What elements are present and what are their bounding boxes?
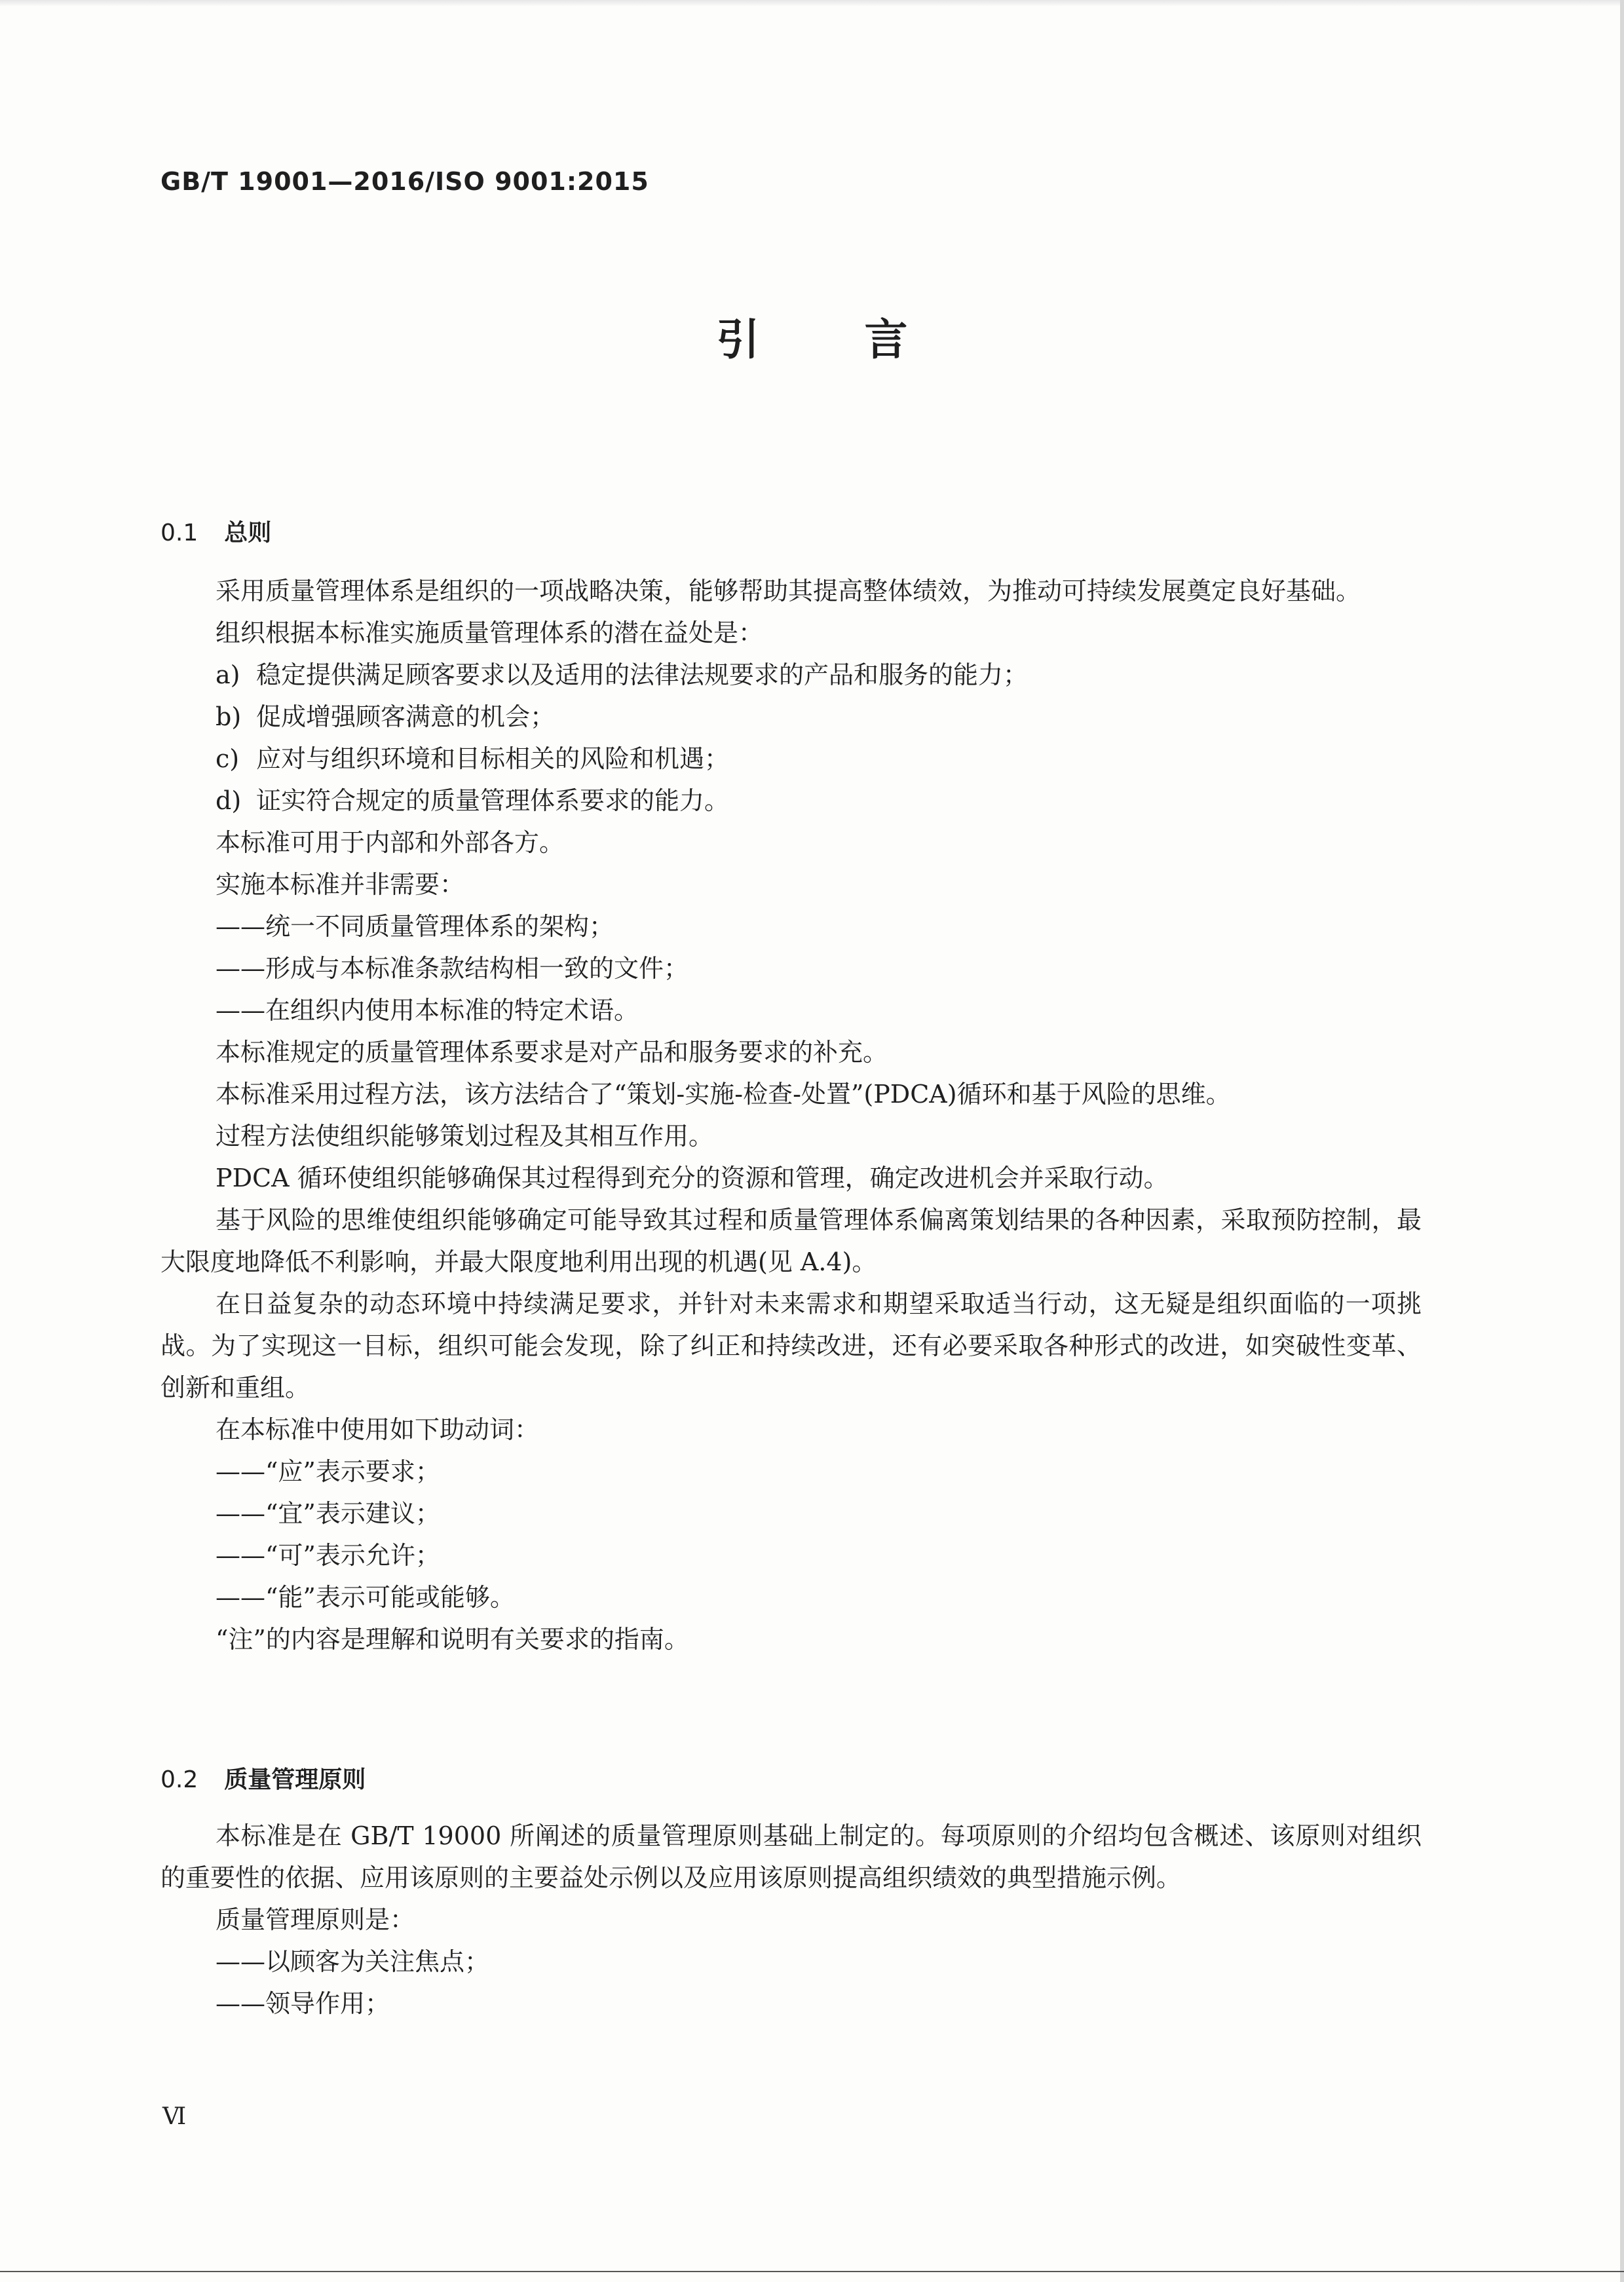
list-item (161, 696, 1422, 738)
paragraph: 在本标准中使用如下助动词： (216, 1415, 540, 1444)
paragraph: 实施本标准并非需要： (216, 870, 465, 899)
paragraph: “注”的内容是理解和说明有关要求的指南。 (216, 1625, 689, 1654)
dash-list-item: ——以顾客为关注焦点； (216, 1947, 490, 1976)
list-text: 证实符合规定的质量管理体系要求的能力。 (256, 786, 730, 815)
dash-list-item: ——形成与本标准条款结构相一致的文件； (216, 954, 689, 983)
page-title: 引言 (716, 314, 1013, 365)
paragraph: 采用质量管理体系是组织的一项战略决策，能够帮助其提高整体绩效，为推动可持续发展奠定良好基础。 (216, 577, 1361, 605)
scan-bottom-line (0, 2271, 1624, 2272)
list-label: c) (216, 744, 240, 773)
standard-code-header: GB/T 19001—2016/ISO 9001:2015 (161, 167, 649, 196)
dash-list-item: ——统一不同质量管理体系的架构； (216, 912, 614, 941)
list-label: a) (216, 660, 240, 689)
section-0-1-title: 总则 (224, 520, 272, 546)
dash-list-item: ——领导作用； (216, 1989, 390, 2018)
list-label: d) (216, 786, 242, 815)
section-0-2-heading (161, 1761, 366, 1795)
paragraph: 过程方法使组织能够策划过程及其相互作用。 (216, 1122, 714, 1151)
section-0-2-title: 质量管理原则 (224, 1766, 366, 1793)
paragraph: 本标准规定的质量管理体系要求是对产品和服务要求的补充。 (216, 1038, 888, 1067)
paragraph: 组织根据本标准实施质量管理体系的潜在益处是： (216, 618, 764, 647)
section-0-1-heading (161, 514, 271, 548)
list-text: 稳定提供满足顾客要求以及适用的法律法规要求的产品和服务的能力； (256, 660, 1029, 689)
dash-list-item: ——在组织内使用本标准的特定术语。 (216, 996, 639, 1025)
paragraph: 质量管理原则是： (216, 1905, 415, 1934)
section-0-2-number: 0.2 (161, 1766, 198, 1793)
list-label: b) (216, 702, 242, 731)
paragraph: 本标准采用过程方法，该方法结合了“策划-实施-检查-处置”(PDCA)循环和基于风险的思维。 (216, 1080, 1231, 1109)
section-0-1-body (161, 570, 1422, 1660)
paragraph: 本标准是在 GB/T 19000 所阐述的质量管理原则基础上制定的。每项原则的介绍均包含概述、该原则对组织的重要性的依据、应用该原则的主要益处示例以及应用该原则提高组织绩效的典型措施示例。 (161, 1821, 1422, 1892)
dash-list-item: ——“应”表示要求； (216, 1457, 440, 1486)
list-item (161, 654, 1422, 696)
scan-top-shade (0, 0, 1624, 7)
paragraph: 基于风险的思维使组织能够确定可能导致其过程和质量管理体系偏离策划结果的各种因素，采取预防控制，最大限度地降低不利影响，并最大限度地利用出现的机遇(见 A.4)。 (161, 1206, 1422, 1276)
section-0-1-number: 0.1 (161, 520, 198, 546)
paragraph: PDCA 循环使组织能够确保其过程得到充分的资源和管理，确定改进机会并采取行动。 (216, 1164, 1169, 1192)
page-number: Ⅵ (162, 2103, 187, 2130)
list-item (161, 780, 1422, 822)
list-text: 应对与组织环境和目标相关的风险和机遇； (256, 744, 730, 773)
paragraph: 本标准可用于内部和外部各方。 (216, 828, 565, 857)
section-0-2-body (161, 1815, 1422, 2025)
list-item (161, 738, 1422, 780)
dash-list-item: ——“可”表示允许； (216, 1541, 440, 1570)
paragraph: 在日益复杂的动态环境中持续满足要求，并针对未来需求和期望采取适当行动，这无疑是组织面临的一项挑战。为了实现这一目标，组织可能会发现，除了纠正和持续改进，还有必要采取各种形式的改进，如突破性变革、创新和重组。 (161, 1289, 1422, 1402)
dash-list-item: ——“宜”表示建议； (216, 1499, 440, 1528)
dash-list-item: ——“能”表示可能或能够。 (216, 1583, 515, 1612)
list-text: 促成增强顾客满意的机会； (256, 702, 556, 731)
